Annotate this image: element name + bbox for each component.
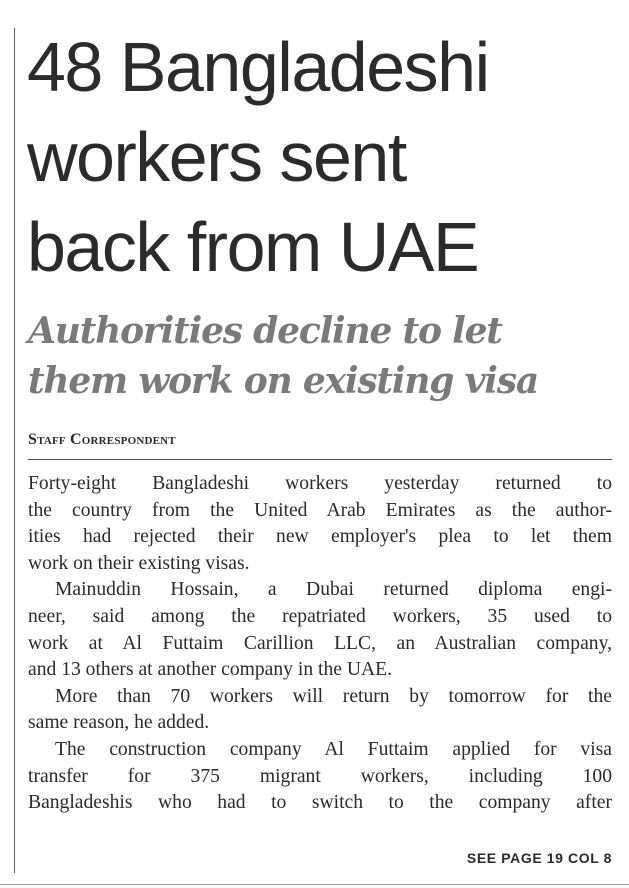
- body-line: Mainuddin Hossain, a Dubai returned diploma engi-: [55, 579, 612, 601]
- headline-line: workers sent: [27, 118, 406, 196]
- body-line: same reason, he added.: [28, 712, 210, 734]
- headline-line: 48 Bangladeshi: [27, 28, 489, 106]
- column-rule: [14, 28, 15, 873]
- body-line: The construction company Al Futtaim applied for visa: [55, 738, 612, 760]
- byline: Staff Correspondent: [28, 431, 176, 448]
- body-line: neer, said among the repatriated workers, 35 used to: [28, 605, 612, 627]
- byline-divider: [28, 459, 612, 460]
- body-line: Bangladeshis who had to switch to the company after: [28, 792, 612, 814]
- body-line: and 13 others at another company in the UAE.: [28, 659, 393, 681]
- body-line: More than 70 workers will return by tomorrow for the: [55, 685, 612, 707]
- subheadline-line: Authorities decline to let: [28, 310, 502, 352]
- bottom-divider: [0, 884, 629, 885]
- body-line: transfer for 375 migrant workers, including 100: [28, 765, 612, 787]
- headline-line: back from UAE: [27, 208, 479, 286]
- body-line: work on their existing visas.: [28, 552, 250, 574]
- body-line: the country from the United Arab Emirates as the author-: [28, 499, 612, 521]
- article-body: [28, 471, 612, 817]
- subheadline-line: them work on existing visa: [28, 360, 538, 402]
- subheadline: [28, 306, 624, 406]
- body-line: Forty-eight Bangladeshi workers yesterday returned to: [28, 473, 612, 494]
- body-line: ities had rejected their new employer's plea to let them: [28, 526, 612, 548]
- continued-on-page-note: SEE PAGE 19 COL 8: [466, 850, 612, 866]
- headline: [27, 22, 623, 292]
- body-line: work at Al Futtaim Carillion LLC, an Australian company,: [28, 632, 612, 654]
